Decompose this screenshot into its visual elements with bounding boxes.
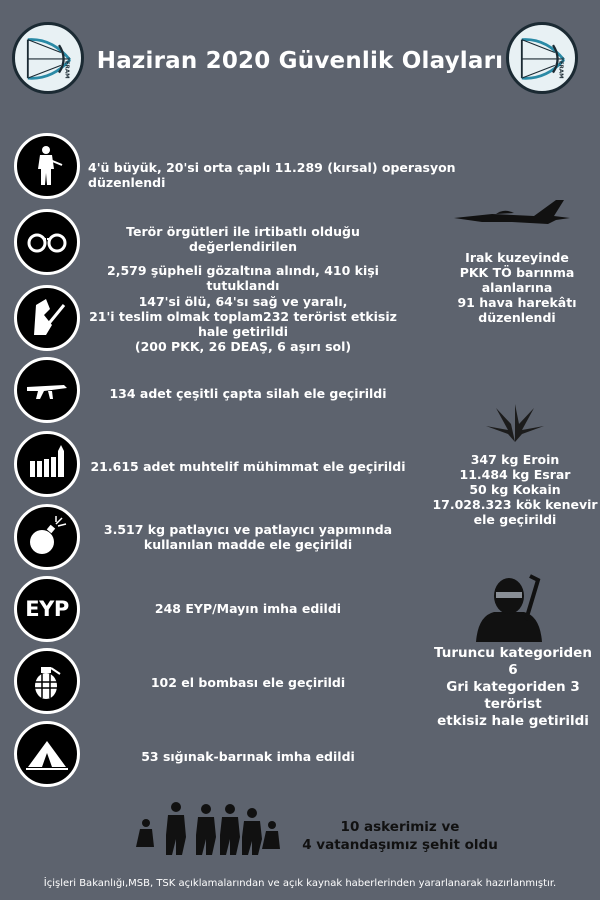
- item-weapons-text: [88, 386, 408, 401]
- terrorist-icon: [14, 285, 80, 351]
- teram-logo-right: [506, 22, 578, 94]
- air-operations-text: [452, 250, 582, 325]
- drugs-line: ele geçirildi: [473, 512, 557, 527]
- handcuffs-icon: [14, 209, 80, 275]
- drugs-line: 17.028.323 kök kenevir: [432, 497, 598, 512]
- ammunition-icon: [14, 431, 80, 497]
- wanted-line: Gri kategoriden 3: [446, 679, 580, 695]
- item-line: 21'i teslim olmak toplam232 terörist etkisiz hale getirildi: [89, 309, 397, 339]
- item-mines-text: [88, 601, 408, 616]
- wanted-neutralized-text: [428, 645, 598, 730]
- page-title: Haziran 2020 Güvenlik Olayları: [96, 48, 504, 74]
- air-line: alanlarına: [481, 280, 553, 295]
- item-explosives-text: [88, 522, 408, 552]
- cannabis-leaf-icon: [484, 402, 546, 446]
- drugs-line: 50 kg Kokain: [469, 482, 561, 497]
- wanted-line: etkisiz hale getirildi: [437, 713, 589, 729]
- drugs-text: [432, 452, 598, 527]
- drugs-line: 347 kg Eroin: [470, 452, 560, 467]
- martyrs-text: [286, 818, 514, 854]
- fighter-jet-icon: [452, 194, 574, 228]
- item-neutralized-text: [78, 294, 408, 354]
- item-line: 4'ü büyük, 20'si orta çaplı 11.289 (kırsal) operasyon düzenlendi: [88, 160, 456, 190]
- rifle-icon: [14, 357, 80, 423]
- wanted-line: Turuncu kategoriden 6: [434, 645, 592, 678]
- air-line: 91 hava harekâtı: [457, 295, 577, 310]
- source-footer: İçişleri Bakanlığı,MSB, TSK açıklamalarından ve açık kaynak haberlerinden yararlanarak hazırlanmıştır.: [43, 878, 557, 889]
- air-line: PKK TÖ barınma: [459, 265, 575, 280]
- item-line: Terör örgütleri ile irtibatlı olduğu değerlendirilen: [126, 224, 360, 254]
- drugs-line: 11.484 kg Esrar: [459, 467, 571, 482]
- soldier-icon: [14, 133, 80, 199]
- masked-terrorist-icon: [472, 572, 546, 642]
- item-line: (200 PKK, 26 DEAŞ, 6 aşırı sol): [134, 339, 352, 354]
- tent-icon: [14, 721, 80, 787]
- item-detention-text: [78, 224, 408, 293]
- eyp-icon: [14, 576, 80, 642]
- item-line: 2,579 şüpheli gözaltına alındı, 410 kişi tutuklandı: [107, 263, 379, 293]
- item-line: 134 adet çeşitli çapta silah ele geçirildi: [109, 386, 387, 401]
- item-line: 147'si ölü, 64'sı sağ ve yaralı,: [138, 294, 348, 309]
- air-line: düzenlendi: [478, 310, 556, 325]
- teram-logo-left: [12, 22, 84, 94]
- item-line: 248 EYP/Mayın imha edildi: [154, 601, 342, 616]
- item-line: 3.517 kg patlayıcı ve patlayıcı yapımında: [103, 522, 393, 537]
- wanted-line: terörist: [484, 696, 542, 712]
- air-line: Irak kuzeyinde: [465, 250, 569, 265]
- eyp-icon-text: EYP: [25, 597, 69, 621]
- logo-text: TERAM: [557, 57, 564, 79]
- item-ammunition-text: [88, 459, 408, 474]
- martyrs-line: 4 vatandaşımız şehit oldu: [302, 837, 498, 853]
- item-line: 102 el bombası ele geçirildi: [150, 675, 346, 690]
- item-line: 53 sığınak-barınak imha edildi: [141, 749, 355, 764]
- soldiers-silhouette-icon: [132, 795, 282, 857]
- item-grenades-text: [88, 675, 408, 690]
- item-shelters-text: [88, 749, 408, 764]
- bomb-icon: [14, 504, 80, 570]
- logo-text: TERAM: [63, 57, 70, 79]
- martyrs-line: 10 askerimiz ve: [340, 819, 460, 835]
- grenade-icon: [14, 648, 80, 714]
- item-operations-text: [88, 160, 508, 190]
- item-line: 21.615 adet muhtelif mühimmat ele geçirildi: [90, 459, 406, 474]
- item-line: kullanılan madde ele geçirildi: [143, 537, 353, 552]
